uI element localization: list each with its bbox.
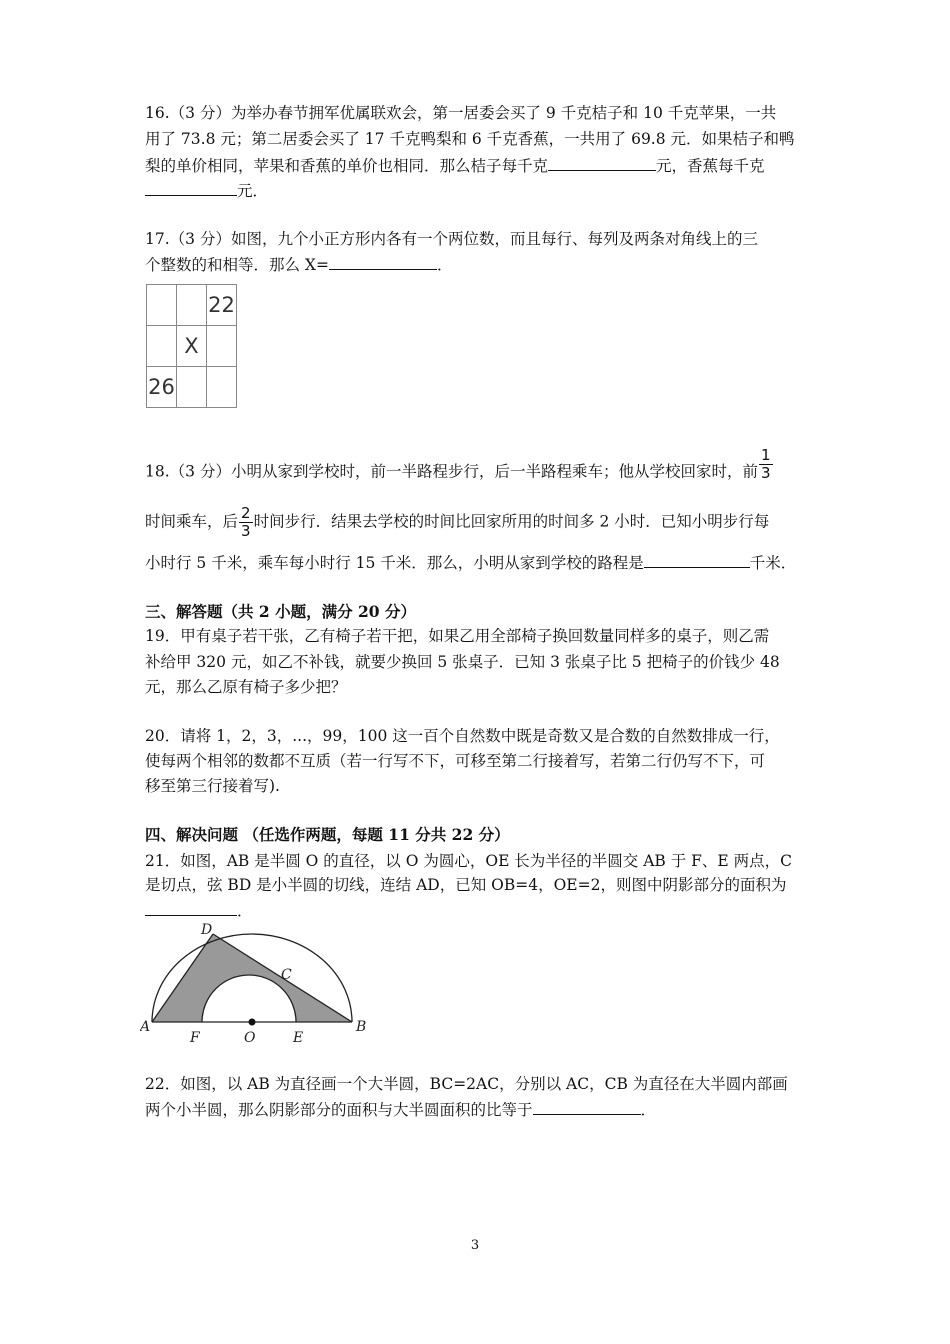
q22-answer-blank[interactable] bbox=[533, 1098, 641, 1115]
q19-line2: 补给甲 320 元，如乙不补钱，就要少换回 5 张桌子．已知 3 张桌子比 5 把椅子的价钱少 48 bbox=[145, 653, 780, 671]
label-o: O bbox=[244, 1030, 256, 1046]
q22-line1: 22．如图，以 AB 为直径画一个大半圆，BC=2AC，分别以 AC，CB 为直径在大半圆内部画 bbox=[145, 1075, 788, 1093]
page-number: 3 bbox=[470, 1238, 480, 1253]
section4-heading: 四、解决问题 （任选作两题，每题 11 分共 22 分） bbox=[145, 825, 510, 844]
q17-answer-blank[interactable] bbox=[329, 253, 437, 270]
q19-line3: 元，那么乙原有椅子多少把？ bbox=[145, 678, 347, 696]
q16-line3-text-post: 元，香蕉每千克 bbox=[656, 157, 765, 175]
q16-answer-blank-banana[interactable] bbox=[145, 179, 237, 196]
q18-line3 bbox=[145, 551, 796, 574]
section3-heading: 三、解答题（共 2 小题，满分 20 分） bbox=[145, 602, 416, 621]
grid-cell bbox=[177, 285, 207, 326]
label-d: D bbox=[201, 922, 213, 938]
q17-line2-text: 个整数的和相等．那么 X= bbox=[145, 256, 329, 274]
label-e: E bbox=[293, 1030, 304, 1046]
semicircle-figure bbox=[140, 918, 380, 1048]
fraction-one-third bbox=[759, 447, 773, 482]
q18-line2 bbox=[145, 505, 769, 540]
q21-line1: 21．如图，AB 是半圆 O 的直径，以 O 为圆心，OE 长为半径的半圆交 AB 于 F、E 两点，C bbox=[145, 852, 793, 870]
q20-line2: 使每两个相邻的数都不互质（若一行写不下，可移至第二行接着写，若第二行仍写不下，可 bbox=[145, 752, 766, 770]
label-f: F bbox=[190, 1030, 200, 1046]
grid-cell bbox=[147, 285, 177, 326]
q17-line2 bbox=[145, 253, 452, 276]
q18-line3-text-post: 千米． bbox=[749, 554, 797, 572]
q21-answer-blank[interactable] bbox=[145, 899, 237, 916]
q20-line1: 20．请将 1，2，3，...，99，100 这一百个自然数中既是奇数又是合数的自然数排成一行， bbox=[145, 727, 780, 745]
q17-line1: 17.（3 分）如图，九个小正方形内各有一个两位数，而且每行、每列及两条对角线上的三 bbox=[145, 230, 758, 248]
q22-line2 bbox=[145, 1098, 656, 1121]
label-a: A bbox=[140, 1019, 151, 1035]
q19-line1: 19．甲有桌子若干张，乙有椅子若干把，如果乙用全部椅子换回数量同样多的桌子，则乙需 bbox=[145, 627, 770, 645]
grid-cell bbox=[207, 367, 237, 408]
q18-line1-text: 18.（3 分）小明从家到学校时，前一半路程步行，后一半路程乘车；他从学校回家时，前 bbox=[145, 462, 758, 481]
grid-row bbox=[147, 285, 237, 326]
center-point-o bbox=[249, 1019, 256, 1026]
grid-cell bbox=[147, 326, 177, 367]
q16-answer-blank-orange[interactable] bbox=[548, 154, 656, 171]
grid-cell: 26 bbox=[147, 367, 177, 408]
frac-numerator: 2 bbox=[241, 504, 251, 522]
q22-line2-text-post: ． bbox=[640, 1101, 657, 1119]
grid-row bbox=[147, 326, 237, 367]
grid-cell: 22 bbox=[207, 285, 237, 326]
q16-line2: 用了 73.8 元；第二居委会买了 17 千克鸭梨和 6 千克香蕉，一共用了 69.8 元．如果桔子和鸭 bbox=[145, 130, 795, 148]
q16-line1: 16.（3 分）为举办春节拥军优属联欢会，第一居委会买了 9 千克桔子和 10 千克苹果，一共 bbox=[145, 104, 777, 122]
q22-line2-text: 两个小半圆，那么阴影部分的面积与大半圆面积的比等于 bbox=[145, 1101, 533, 1119]
label-c: C bbox=[281, 967, 292, 983]
q17-line2-text-post: ． bbox=[436, 256, 453, 274]
grid-cell bbox=[207, 326, 237, 367]
fraction-two-thirds bbox=[239, 505, 253, 540]
q16-line4-text: 元． bbox=[237, 182, 269, 200]
frac-denominator: 3 bbox=[241, 522, 251, 540]
magic-square-grid bbox=[146, 284, 237, 408]
q18-line2-text-post: 时间步行．结果去学校的时间比回家所用的时间多 2 小时．已知小明步行每 bbox=[253, 512, 770, 531]
q16-line3-text: 梨的单价相同，苹果和香蕉的单价也相同．那么桔子每千克 bbox=[145, 157, 549, 175]
q21-line2: 是切点，弦 BD 是小半圆的切线，连结 AD，已知 OB=4，OE=2，则图中阴影部分的面积为 bbox=[145, 876, 787, 894]
grid-cell: X bbox=[177, 326, 207, 367]
q18-answer-blank[interactable] bbox=[644, 551, 750, 568]
q18-line1 bbox=[145, 446, 774, 490]
frac-denominator: 3 bbox=[760, 464, 771, 482]
q20-line3: 移至第三行接着写). bbox=[145, 777, 280, 795]
q16-line4 bbox=[145, 179, 268, 202]
q18-line3-text: 小时行 5 千米，乘车每小时行 15 千米．那么，小明从家到学校的路程是 bbox=[145, 554, 644, 572]
q16-line3 bbox=[145, 154, 765, 177]
q21-line3-text: ． bbox=[237, 902, 253, 920]
grid-cell bbox=[177, 367, 207, 408]
label-b: B bbox=[356, 1019, 367, 1035]
grid-row bbox=[147, 367, 237, 408]
q18-line2-text: 时间乘车，后 bbox=[145, 512, 239, 531]
frac-numerator: 1 bbox=[760, 446, 771, 464]
